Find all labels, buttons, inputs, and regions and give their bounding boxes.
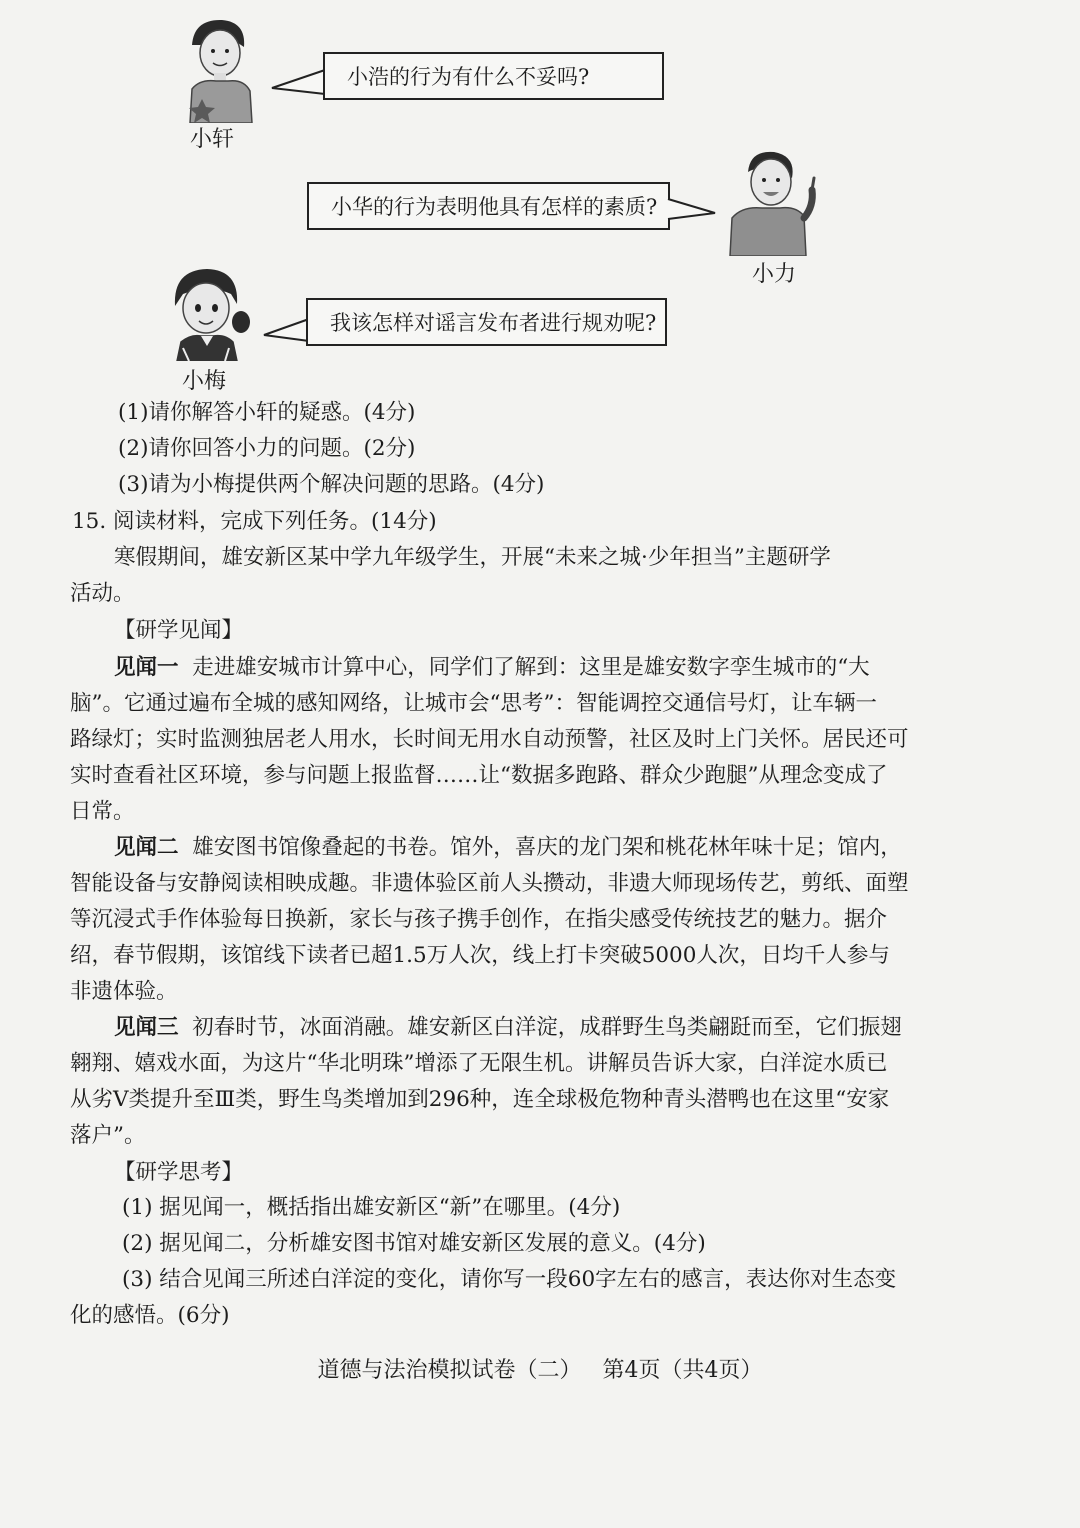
character-name-xiaoxuan: 小轩 xyxy=(190,127,235,152)
q14-subquestion-1: (1)请你解答小轩的疑惑。(4分) xyxy=(118,400,416,425)
speech-bubble-tail xyxy=(262,315,310,347)
character-name-xiaomei: 小梅 xyxy=(182,369,227,394)
speech-bubble-tail xyxy=(667,195,717,225)
observation-1-text: 走进雄安城市计算中心，同学们了解到：这里是雄安数字孪生城市的“大 xyxy=(192,655,870,680)
task-3: (3) 结合见闻三所述白洋淀的变化，请你写一段60字左右的感言，表达你对生态变 xyxy=(122,1267,897,1292)
observation-2-line: 智能设备与安静阅读相映成趣。非遗体验区前人头攒动，非遗大师现场传艺，剪纸、面塑 xyxy=(70,871,909,896)
speech-text: 我该怎样对谣言发布者进行规劝呢? xyxy=(330,311,657,335)
task-1: (1) 据见闻一，概括指出雄安新区“新”在哪里。(4分) xyxy=(122,1195,621,1220)
speech-bubble-xiaomei xyxy=(306,298,667,346)
observation-3-line xyxy=(114,1010,902,1041)
observation-1-line xyxy=(114,650,870,681)
section-title-reflection: 【研学思考】 xyxy=(114,1160,244,1185)
observation-1-line: 路绿灯；实时监测独居老人用水，长时间无用水自动预警，社区及时上门关怀。居民还可 xyxy=(70,727,909,752)
observation-3-line: 从劣Ⅴ类提升至Ⅲ类，野生鸟类增加到296种，连全球极危物种青头潜鸭也在这里“安家 xyxy=(70,1087,890,1112)
observation-1-line: 脑”。它通过遍布全城的感知网络，让城市会“思考”：智能调控交通信号灯，让车辆一 xyxy=(70,691,877,716)
observation-1-line: 日常。 xyxy=(70,799,135,824)
character-name-xiaoli: 小力 xyxy=(752,262,797,287)
speech-bubble-tail xyxy=(270,68,326,98)
speech-text: 小华的行为表明他具有怎样的素质? xyxy=(331,195,658,219)
task-2: (2) 据见闻二，分析雄安图书馆对雄安新区发展的意义。(4分) xyxy=(122,1231,706,1256)
section-title-observations: 【研学见闻】 xyxy=(114,618,244,643)
speech-bubble-xiaoxuan xyxy=(323,52,664,100)
task-3-continued: 化的感悟。(6分) xyxy=(70,1303,230,1328)
observation-2-line: 绍，春节假期，该馆线下读者已超1.5万人次，线上打卡突破5000人次，日均千人参与 xyxy=(70,943,890,968)
boy-xiaoxuan-illustration xyxy=(180,15,260,123)
observation-1-line: 实时查看社区环境，参与问题上报监督……让“数据多跑路、群众少跑腿”从理念变成了 xyxy=(70,763,888,788)
observation-1-label: 见闻一 xyxy=(114,655,179,680)
speech-text: 小浩的行为有什么不妥吗? xyxy=(347,65,590,89)
page-footer: 道德与法治模拟试卷（二） 第4页（共4页） xyxy=(317,1358,763,1383)
observation-3-line: 翱翔、嬉戏水面，为这片“华北明珠”增添了无限生机。讲解员告诉大家，白洋淀水质已 xyxy=(70,1051,888,1076)
observation-2-line: 等沉浸式手作体验每日换新，家长与孩子携手创作，在指尖感受传统技艺的魅力。据介 xyxy=(70,907,888,932)
observation-2-line xyxy=(114,830,902,861)
observation-2-label: 见闻二 xyxy=(114,835,179,860)
observation-3-label: 见闻三 xyxy=(114,1015,179,1040)
observation-2-text: 雄安图书馆像叠起的书卷。馆外，喜庆的龙门架和桃花林年味十足；馆内， xyxy=(192,835,902,860)
q15-intro-line: 活动。 xyxy=(70,581,135,606)
observation-3-text: 初春时节，冰面消融。雄安新区白洋淀，成群野生鸟类翩跹而至，它们振翅 xyxy=(192,1015,902,1040)
observation-2-line: 非遗体验。 xyxy=(70,979,178,1004)
boy-xiaoli-illustration xyxy=(718,148,823,256)
girl-xiaomei-illustration xyxy=(165,266,255,361)
q14-subquestion-2: (2)请你回答小力的问题。(2分) xyxy=(118,436,416,461)
q14-subquestion-3: (3)请为小梅提供两个解决问题的思路。(4分) xyxy=(118,472,545,497)
observation-3-line: 落户”。 xyxy=(70,1123,146,1148)
q15-intro-line: 寒假期间，雄安新区某中学九年级学生，开展“未来之城·少年担当”主题研学 xyxy=(114,545,831,570)
q15-stem: 15. 阅读材料，完成下列任务。(14分) xyxy=(72,509,437,534)
speech-bubble-xiaoli xyxy=(307,182,670,230)
